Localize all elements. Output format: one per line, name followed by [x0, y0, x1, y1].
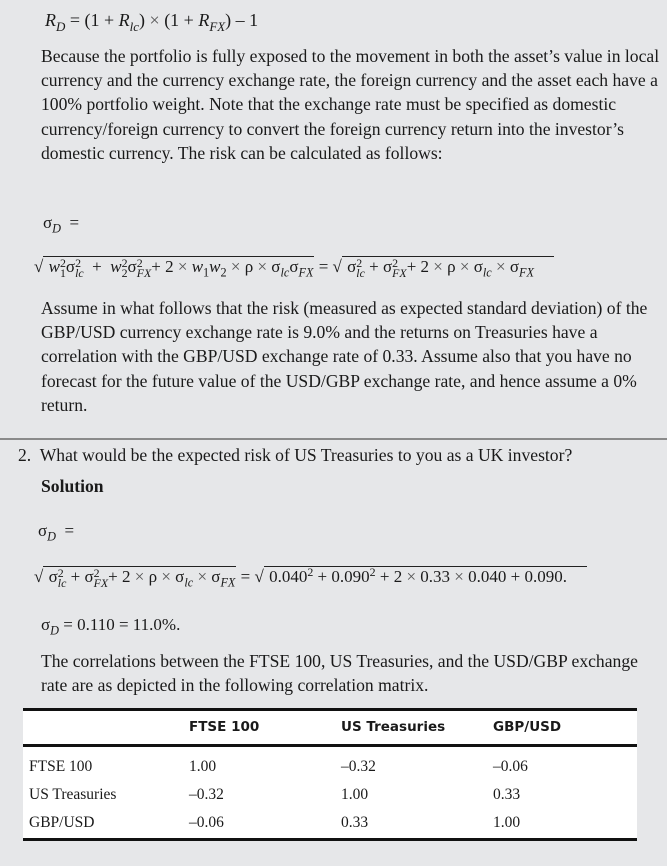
times: ×	[177, 257, 188, 276]
formula-r-fx: R	[198, 10, 210, 30]
plus: +	[406, 257, 417, 276]
w1: w	[191, 257, 204, 276]
lc: lc	[482, 265, 492, 280]
column-header: US Treasuries	[341, 719, 446, 735]
times: ×	[257, 257, 268, 276]
w2: w	[110, 257, 122, 276]
table-top-rule	[23, 708, 637, 711]
times: ×	[459, 257, 470, 276]
table-cell: 1.00	[493, 814, 521, 831]
sigma: σ	[211, 566, 221, 586]
w1: w	[48, 257, 60, 276]
fx: FX	[136, 266, 152, 281]
times: ×	[197, 566, 208, 586]
row-label: GBP/USD	[29, 814, 95, 831]
num-a: 0.040	[269, 566, 308, 586]
times: ×	[134, 566, 145, 586]
table-header-rule	[23, 744, 637, 747]
sigma: σ	[127, 257, 137, 276]
const2: 2	[122, 566, 131, 586]
sq: 2	[307, 565, 314, 579]
sigma: σ	[271, 257, 281, 276]
table-cell: –0.32	[189, 786, 224, 803]
plus: +	[379, 566, 390, 586]
sigma-symbol: σ	[38, 521, 48, 540]
sq: 2	[75, 256, 82, 271]
lc: lc	[280, 265, 290, 280]
num-b: 0.090	[331, 566, 370, 586]
formula-return	[45, 10, 258, 35]
const2: 2	[165, 257, 174, 276]
question-number: 2.	[18, 445, 32, 465]
formula-eq: =	[69, 10, 81, 30]
sub2: 2	[121, 266, 128, 281]
sigma: σ	[347, 257, 357, 276]
plus: +	[92, 257, 102, 276]
sigma: σ	[84, 566, 94, 586]
formula-minus-one: – 1	[235, 10, 259, 30]
lc: lc	[184, 575, 194, 590]
sigma: σ	[48, 566, 58, 586]
sq: 2	[93, 566, 100, 581]
times: ×	[161, 566, 171, 586]
sub1: 1	[203, 265, 210, 280]
equals-sign: =	[69, 213, 80, 232]
rho: ρ	[148, 566, 158, 586]
fx: FX	[93, 576, 109, 591]
table-cell: 1.00	[189, 758, 217, 775]
lc: lc	[57, 576, 67, 591]
equals-sign: =	[64, 521, 75, 540]
formula-paren-close-2: )	[225, 10, 232, 30]
formula-r-lc-sub: lc	[129, 18, 140, 34]
num-d: 0.090.	[524, 566, 567, 586]
table-cell: 0.33	[493, 786, 521, 803]
equals: =	[240, 566, 251, 586]
solution-heading: Solution	[41, 476, 104, 496]
sigma-d-label	[43, 213, 79, 237]
sq: 2	[57, 566, 64, 581]
formula-r-fx-sub: FX	[209, 18, 226, 34]
sub1: 1	[59, 266, 66, 281]
sigma: σ	[65, 257, 76, 276]
times: ×	[495, 257, 506, 276]
const2: 2	[393, 566, 403, 586]
sq: 2	[369, 565, 376, 579]
times: ×	[406, 566, 417, 586]
sigma-d-label-solution	[38, 521, 74, 545]
sq: 2	[356, 256, 363, 271]
sq: 2	[136, 256, 143, 271]
table-cell: 1.00	[341, 786, 369, 803]
formula-paren-open-2: (1 +	[164, 10, 199, 30]
plus: +	[151, 257, 161, 276]
result-line	[41, 615, 180, 639]
rho: ρ	[447, 257, 456, 276]
row-label: US Treasuries	[29, 786, 117, 803]
table-bottom-rule	[23, 838, 637, 841]
times: ×	[230, 257, 241, 276]
table-cell: –0.32	[341, 758, 376, 775]
table-cell: –0.06	[189, 814, 224, 831]
formula-paren-close-1: )	[139, 10, 146, 30]
sigma-sub: D	[50, 623, 60, 638]
table-cell: 0.33	[341, 814, 369, 831]
fx: FX	[298, 265, 314, 280]
equals: =	[318, 257, 329, 276]
sq: 2	[392, 256, 399, 271]
plus: +	[317, 566, 328, 586]
question-2	[18, 445, 572, 466]
plus: +	[510, 566, 521, 586]
column-header: GBP/USD	[493, 719, 562, 735]
paragraph-correlations: The correlations between the FTSE 100, US Treasuries, and the USD/GBP exchange rate are as depicted in the following correlation matrix.	[41, 651, 638, 696]
sq: 2	[59, 256, 66, 271]
formula-times: ×	[149, 10, 160, 30]
column-header: FTSE 100	[189, 719, 260, 735]
sigma-symbol: σ	[43, 213, 53, 232]
sigma: σ	[289, 257, 299, 276]
sub2: 2	[220, 265, 227, 280]
paragraph-exposure: Because the portfolio is fully exposed to the movement in both the asset’s value in local currency and the currency exchange rate, the foreign currency and the asset each have a 100% portfolio weight. Note that the exchange rate must be specified as domestic currency/foreign currency to convert the foreign currency return into the investor’s domestic currency. The risk can be calculated as follows:	[41, 46, 660, 163]
plus: +	[70, 566, 81, 586]
formula-r-lc: R	[118, 10, 130, 30]
sigma: σ	[473, 257, 483, 276]
sqrt-simplified: √ σ 2 lc + σ 2 FX + $2 \times \rho \times \sigma_{lc} \times \sigma_{FX}$	[333, 257, 554, 281]
num-c: 0.040	[468, 566, 507, 586]
result-value: = 0.110 = 11.0%.	[63, 615, 181, 634]
sq: 2	[121, 256, 128, 271]
sqrt-numeric: √ 0.040$^2$ + 0.090$^2$ + 2 × 0.33 × 0.040 + 0.090.	[255, 565, 587, 587]
w2: w	[209, 257, 221, 276]
formula-risk-numeric	[34, 565, 587, 591]
correlation-table	[23, 708, 637, 840]
plus: +	[369, 257, 379, 276]
paragraph-assumptions: Assume in what follows that the risk (measured as expected standard deviation) of the GBP/USD currency exchange rate is 9.0% and the returns on Treasuries have a correlation with the GBP/USD exchange rate of 0.33. Assume also that you have no forecast for the future value of the USD/GBP exchange rate, and hence assume a 0% return.	[41, 298, 648, 415]
formula-lhs-sub: D	[56, 18, 66, 34]
question-text: What would be the expected risk of US Treasuries to you as a UK investor?	[39, 445, 573, 465]
sqrt-general: √ w 2 1 σ 2 lc + w 2 2 σ 2 FX + $2 \times w_1w_2 \times \rho \times \sigma_{lc}\sigma_{FX}$	[34, 256, 314, 281]
sigma-sub: D	[52, 221, 62, 236]
rho: ρ	[244, 257, 254, 276]
sigma: σ	[175, 566, 185, 586]
sigma-symbol: σ	[41, 615, 51, 634]
fx: FX	[518, 265, 534, 280]
times: ×	[433, 257, 443, 276]
formula-risk-general	[34, 257, 554, 281]
formula-lhs: R	[45, 10, 56, 30]
const2: 2	[420, 257, 430, 276]
rho-value: 0.33	[420, 566, 451, 586]
section-divider	[0, 438, 667, 440]
fx: FX	[220, 575, 236, 590]
sigma: σ	[509, 257, 519, 276]
sigma-sub: D	[47, 529, 57, 544]
sigma: σ	[382, 257, 393, 276]
formula-paren-open-1: (1 +	[84, 10, 119, 30]
sqrt-symbolic: √ σ 2 lc + σ 2 FX + $2 \times \rho \times \sigma_{lc} \times \sigma_{FX}$	[34, 566, 236, 591]
table-cell: –0.06	[493, 758, 528, 775]
lc: lc	[75, 266, 84, 281]
row-label: FTSE 100	[29, 758, 93, 775]
plus: +	[108, 566, 118, 586]
times: ×	[454, 566, 464, 586]
fx: FX	[392, 266, 407, 281]
lc: lc	[356, 266, 365, 281]
